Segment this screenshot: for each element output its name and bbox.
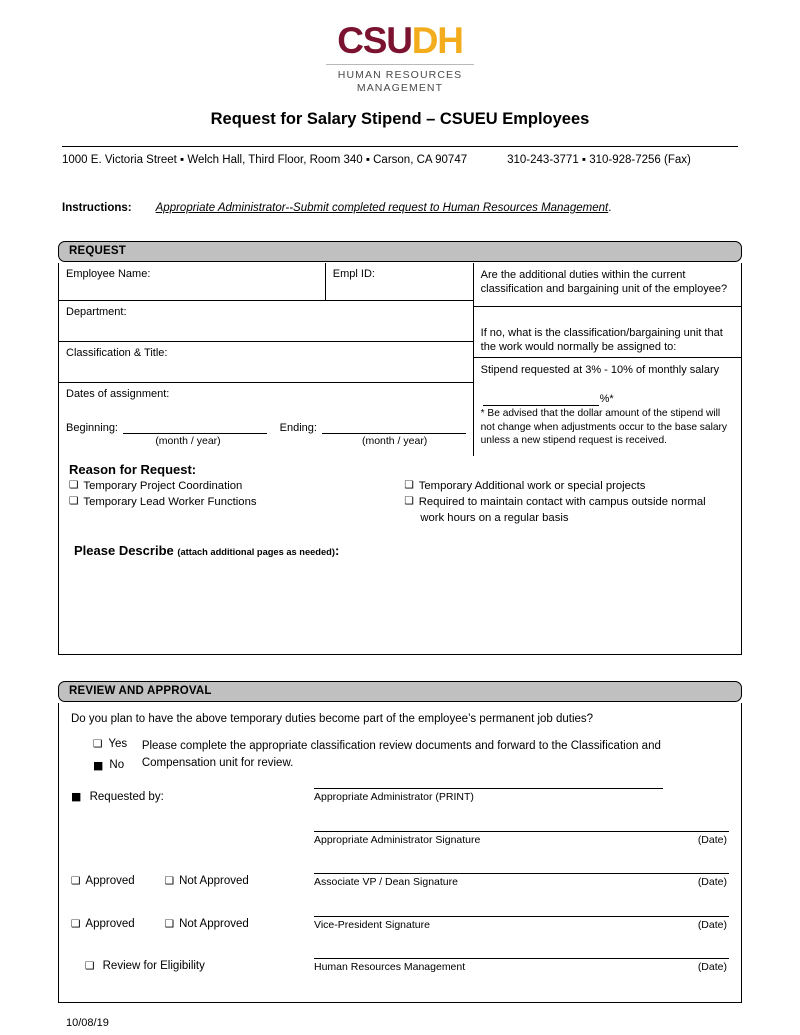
reason-option-campus-contact-line2 — [404, 511, 733, 526]
instructions-row — [62, 202, 738, 214]
reason-option-temporary-additional-work[interactable] — [404, 479, 733, 494]
not-approved-option-2[interactable] — [165, 918, 249, 932]
request-section-header: REQUEST — [58, 241, 742, 262]
administrator-print-field[interactable] — [314, 788, 729, 803]
signature-caption: Human Resources Management — [314, 961, 466, 974]
checkbox-filled-icon[interactable]: ■ — [93, 759, 104, 773]
instructions-text: Appropriate Administrator--Submit completed request to Human Resources Management — [155, 201, 609, 214]
signature-date-caption: (Date) — [697, 918, 727, 931]
dates-spacer — [267, 422, 280, 447]
phone-fax-text: 310-243-3771 ▪ 310-928-7256 (Fax) — [507, 153, 691, 166]
reason-options-left — [69, 479, 404, 528]
yes-instruction-text: Please complete the appropriate classification review documents and forward to the Classification and Compensation unit for review. — [141, 739, 661, 769]
approval-row-2 — [71, 916, 314, 932]
approved-option-2[interactable] — [71, 918, 135, 932]
dates-of-assignment-field[interactable] — [59, 383, 473, 456]
signature-caption: Vice-President Signature — [314, 918, 430, 931]
not-approved-option-1[interactable] — [165, 875, 249, 889]
signature-caption-row — [314, 959, 729, 973]
empl-id-label: Empl ID: — [332, 267, 375, 280]
classification-title-field[interactable] — [59, 342, 473, 383]
logo-csu-text: CSU — [337, 20, 412, 61]
requested-by-label: Requested by: — [89, 790, 164, 803]
empl-id-field[interactable] — [326, 263, 473, 300]
signature-spacer — [71, 889, 729, 916]
reason-option-campus-contact-outside-hours[interactable] — [404, 495, 733, 510]
checkbox-filled-icon[interactable]: ■ — [71, 789, 82, 803]
approved-label: Approved — [85, 917, 135, 930]
ending-date-group — [280, 422, 467, 447]
address-row — [62, 154, 738, 166]
requested-by-cell[interactable] — [71, 788, 314, 804]
please-describe-label — [69, 543, 733, 558]
stipend-label: Stipend requested at 3% - 10% of monthly salary — [480, 363, 720, 376]
option-yes-label: Yes — [108, 737, 128, 750]
approval-options-1 — [71, 875, 314, 889]
signature-caption: Appropriate Administrator (PRINT) — [314, 790, 474, 803]
request-section-wrap — [0, 241, 800, 262]
please-describe-text: Please Describe — [74, 542, 174, 558]
beginning-date-group — [66, 422, 267, 447]
logo-divider — [326, 64, 474, 65]
checkbox-empty-icon[interactable]: ❑ — [93, 737, 103, 750]
reason-option-label: Required to maintain contact with campus outside normal — [418, 496, 706, 509]
signature-caption: Appropriate Administrator Signature — [314, 833, 481, 846]
request-left-column — [59, 263, 474, 456]
signature-spacer — [71, 931, 729, 958]
beginning-input-line[interactable] — [123, 422, 267, 434]
department-field[interactable] — [59, 301, 473, 342]
reason-option-label: Temporary Lead Worker Functions — [83, 496, 257, 509]
checkbox-empty-icon[interactable]: ❑ — [164, 917, 175, 930]
approved-label: Approved — [85, 874, 135, 887]
signature-caption-row — [314, 874, 729, 888]
vice-president-signature-row — [71, 916, 729, 932]
administrator-signature-field[interactable] — [314, 831, 729, 846]
beginning-row — [66, 422, 267, 434]
hr-signature-row — [71, 958, 729, 974]
request-grid — [59, 263, 741, 456]
checkbox-empty-icon[interactable]: ❑ — [164, 874, 175, 887]
logo-wordmark — [337, 22, 463, 59]
checkbox-empty-icon[interactable]: ❑ — [404, 495, 414, 508]
signature-date-caption: (Date) — [697, 833, 727, 846]
review-eligibility-cell[interactable] — [71, 958, 314, 974]
vice-president-signature-field[interactable] — [314, 916, 729, 931]
logo-subtitle — [0, 69, 800, 96]
checkbox-empty-icon[interactable]: ❑ — [404, 478, 414, 491]
stipend-request-cell — [474, 358, 741, 456]
signature-date-caption: (Date) — [697, 875, 727, 888]
ending-input-line[interactable] — [322, 422, 466, 434]
beginning-month-year-hint: (month / year) — [155, 434, 221, 447]
option-yes[interactable] — [93, 738, 142, 752]
footer-revision-date: 10/08/19 — [66, 1016, 109, 1029]
reason-for-request-title: Reason for Request: — [69, 461, 197, 477]
permanent-duties-question: Do you plan to have the above temporary duties become part of the employee’s permanent job duties? — [71, 712, 594, 725]
duties-within-classification-question: Are the additional duties within the current classification and bargaining unit of the employee? — [474, 263, 741, 307]
signature-date-caption — [727, 791, 729, 803]
request-right-column — [474, 263, 741, 456]
review-eligibility-label: Review for Eligibility — [102, 960, 205, 973]
signature-area — [71, 788, 729, 974]
department-label: Department: — [66, 305, 127, 318]
if-no-classification-question[interactable]: If no, what is the classification/bargaining unit that the work would normally be assigned to: — [474, 307, 741, 358]
header-divider — [62, 146, 738, 147]
requested-by-row — [71, 788, 729, 804]
associate-vp-signature-row — [71, 873, 729, 889]
logo-dh-text: DH — [411, 20, 463, 61]
signature-caption-row — [314, 832, 729, 846]
option-no-label: No — [109, 759, 125, 772]
checkbox-empty-icon[interactable]: ❑ — [85, 960, 95, 973]
hr-signature-field[interactable] — [314, 958, 729, 973]
checkbox-empty-icon[interactable]: ❑ — [71, 874, 81, 887]
ending-row — [280, 422, 467, 434]
stipend-percent-row — [481, 392, 735, 406]
signature-caption-row — [314, 917, 729, 931]
please-describe-note: (attach additional pages as needed) — [177, 546, 335, 557]
dates-lines — [66, 422, 467, 447]
checkbox-empty-icon[interactable]: ❑ — [71, 917, 81, 930]
instructions-label: Instructions: — [62, 201, 132, 214]
signature-date-caption: (Date) — [697, 961, 727, 974]
request-form-box — [58, 263, 742, 655]
employee-name-field[interactable] — [59, 263, 326, 300]
please-describe-colon: : — [334, 542, 340, 558]
not-approved-label: Not Approved — [179, 917, 249, 930]
review-section-wrap — [0, 681, 800, 702]
checkbox-empty-icon[interactable]: ❑ — [69, 495, 79, 508]
associate-vp-signature-field[interactable] — [314, 873, 729, 888]
administrator-signature-left — [71, 831, 314, 833]
review-section-header: REVIEW AND APPROVAL — [58, 681, 742, 702]
reason-for-request-block — [59, 456, 741, 654]
stipend-footnote: * Be advised that the dollar amount of the stipend will not change when adjustments occur to the base salary unless a new stipend request is received. — [480, 408, 727, 446]
instructions-period: . — [608, 201, 612, 214]
signature-caption-row — [314, 789, 729, 803]
beginning-label: Beginning: — [66, 421, 118, 434]
yes-no-row — [71, 738, 729, 782]
reason-option-label-continued: work hours on a regular basis — [420, 512, 569, 525]
address-text: 1000 E. Victoria Street ▪ Welch Hall, Third Floor, Room 340 ▪ Carson, CA 90747 — [62, 153, 468, 166]
logo-subtitle-line1: HUMAN RESOURCES — [337, 69, 463, 81]
review-approval-box — [58, 703, 742, 1003]
reason-option-label: Temporary Additional work or special projects — [418, 479, 646, 492]
stipend-percent-input-line[interactable] — [483, 395, 599, 406]
reason-option-label: Temporary Project Coordination — [83, 479, 243, 492]
employee-name-row — [59, 263, 473, 301]
employee-name-label: Employee Name: — [66, 267, 151, 280]
reason-option-temporary-project-coordination[interactable] — [69, 479, 404, 494]
stipend-percent-symbol: %* — [599, 393, 614, 406]
signature-spacer — [71, 804, 729, 831]
describe-textarea[interactable] — [69, 558, 733, 654]
option-no[interactable] — [93, 759, 142, 773]
checkbox-empty-icon[interactable]: ❑ — [69, 478, 79, 491]
csudh-logo — [0, 0, 800, 96]
reason-options-columns — [69, 479, 733, 528]
administrator-signature-row — [71, 831, 729, 846]
reason-option-temporary-lead-worker-functions[interactable] — [69, 495, 404, 510]
yes-no-options — [71, 738, 142, 782]
logo-subtitle-line2: MANAGEMENT — [356, 82, 444, 95]
approved-option-1[interactable] — [71, 875, 135, 889]
approval-row-1 — [71, 873, 314, 889]
ending-label: Ending: — [279, 421, 317, 434]
signature-spacer — [71, 846, 729, 873]
classification-title-label: Classification & Title: — [66, 346, 168, 359]
signature-caption: Associate VP / Dean Signature — [314, 875, 458, 888]
ending-month-year-hint: (month / year) — [361, 434, 428, 447]
reason-options-right — [404, 479, 733, 528]
dates-of-assignment-label: Dates of assignment: — [66, 387, 170, 400]
not-approved-label: Not Approved — [179, 874, 249, 887]
approval-options-2 — [71, 918, 314, 932]
page-title: Request for Salary Stipend – CSUEU Employees — [210, 109, 590, 128]
